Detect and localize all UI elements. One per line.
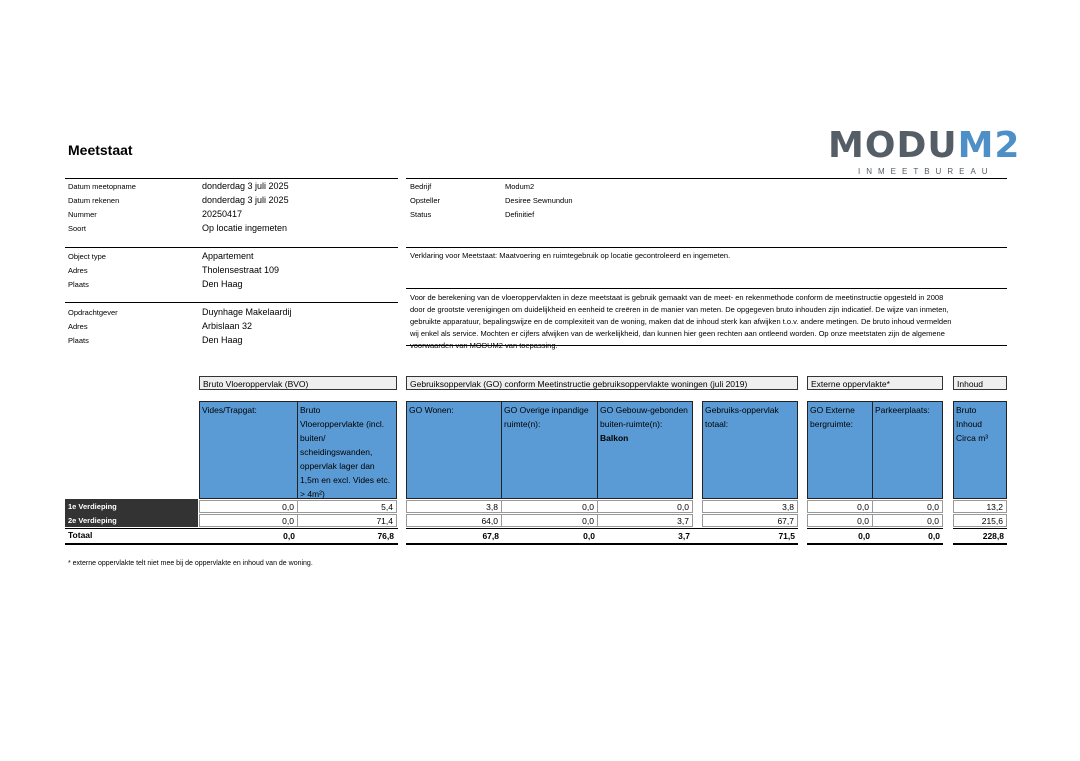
column-header-parkeerplaats: Parkeerplaats: <box>872 401 943 499</box>
total-cell: 67,8 <box>482 531 499 541</box>
table-cell: 0,0 <box>872 514 943 527</box>
client-label: Opdrachtgever <box>68 308 118 317</box>
total-underline <box>953 543 1007 545</box>
meta-label: Soort <box>68 224 86 233</box>
meta-value: donderdag 3 juli 2025 <box>202 195 289 205</box>
total-cell: 3,7 <box>678 531 690 541</box>
meta-value: Modum2 <box>505 182 535 191</box>
client-label: Plaats <box>68 336 89 345</box>
meta-value: donderdag 3 juli 2025 <box>202 181 289 191</box>
meta-label: Status <box>410 210 432 219</box>
table-cell: 0,0 <box>807 500 873 513</box>
table-cell: 67,7 <box>702 514 798 527</box>
divider <box>65 178 398 179</box>
company-logo <box>828 125 1021 178</box>
table-cell: 5,4 <box>297 500 397 513</box>
client-value: Den Haag <box>202 335 243 345</box>
client-value: Arbislaan 32 <box>202 321 253 331</box>
row-label: 1e Verdieping <box>65 500 198 513</box>
divider <box>65 302 398 303</box>
table-cell: 3,7 <box>597 514 693 527</box>
object-value: Den Haag <box>202 279 243 289</box>
logo-subtitle: INMEETBUREAU <box>858 167 994 176</box>
logo-wordmark: MODUM2 <box>828 125 1021 166</box>
table-cell: 0,0 <box>872 500 943 513</box>
total-underline <box>406 543 798 545</box>
divider <box>406 288 1007 289</box>
table-cell: 0,0 <box>501 514 598 527</box>
meta-value: Definitief <box>505 210 535 219</box>
column-header-vides: Vides/Trapgat: <box>199 401 298 499</box>
object-label: Object type <box>68 252 106 261</box>
disclaimer-paragraph <box>410 291 1010 350</box>
object-label: Adres <box>68 266 88 275</box>
table-cell: 0,0 <box>597 500 693 513</box>
group-header-inhoud: Inhoud <box>953 376 1007 390</box>
client-value: Duynhage Makelaardij <box>202 307 292 317</box>
table-cell: 3,8 <box>702 500 798 513</box>
group-header-external: Externe oppervlakte* <box>807 376 943 390</box>
footnote: * externe oppervlakte telt niet mee bij de oppervlakte en inhoud van de woning. <box>68 560 313 567</box>
paragraph-line: voorwaarden van MODUM2 van toepassing. <box>410 341 558 350</box>
meta-value: 20250417 <box>202 209 243 219</box>
table-cell: 0,0 <box>199 500 298 513</box>
meta-label: Bedrijf <box>410 182 432 191</box>
table-cell: 0,0 <box>199 514 298 527</box>
total-cell: 0,0 <box>283 531 295 541</box>
meta-label: Datum rekenen <box>68 196 120 205</box>
total-underline <box>807 543 943 545</box>
paragraph-line: gebruikte apparatuur, bepalingswijze en de complexiteit van de woning, maken dat de inhoud sterk kan afwijken t.o.v. andere metingen. De bruto inhoud vermelden <box>410 317 952 326</box>
total-cell: 0,0 <box>858 531 870 541</box>
object-value: Tholensestraat 109 <box>202 265 280 275</box>
column-header-bruto-vloeroppervlakte: Bruto Vloeroppervlakte (incl. buiten/ scheidingswanden, oppervlak lager dan 1,5m en excl. Vides etc. > 4m²) <box>297 401 397 499</box>
divider <box>406 247 1007 248</box>
page-title: Meetstaat <box>68 142 133 158</box>
object-value: Appartement <box>202 251 254 261</box>
column-header-go-wonen: GO Wonen: <box>406 401 502 499</box>
paragraph-line: Voor de berekening van de vloeroppervlakten in deze meetstaat is gebruik gemaakt van de meet- en rekenmethode conform de meetinstructie opgesteld in 2008 <box>410 293 944 302</box>
row-label: 2e Verdieping <box>65 514 198 527</box>
table-cell: 215,6 <box>953 514 1007 527</box>
total-label: Totaal <box>68 530 93 540</box>
total-cell: 228,8 <box>982 531 1004 541</box>
client-label: Adres <box>68 322 88 331</box>
table-cell: 0,0 <box>501 500 598 513</box>
column-header-go-gebouw: GO Gebouw-gebonden buiten-ruimte(n): Balkon <box>597 401 693 499</box>
declaration-text: Verklaring voor Meetstaat: Maatvoering en ruimtegebruik op locatie gecontroleerd en ingemeten. <box>410 251 731 260</box>
table-cell: 0,0 <box>807 514 873 527</box>
meta-label: Opsteller <box>410 196 441 205</box>
meta-label: Nummer <box>68 210 97 219</box>
column-header-go-overige: GO Overige inpandige ruimte(n): <box>501 401 598 499</box>
total-cell: 76,8 <box>377 531 394 541</box>
total-cell: 0,0 <box>583 531 595 541</box>
meta-label: Datum meetopname <box>68 182 136 191</box>
group-header-go: Gebruiksoppervlak (GO) conform Meetinstructie gebruiksoppervlakte woningen (juli 2019) <box>406 376 798 390</box>
meta-value: Op locatie ingemeten <box>202 223 288 233</box>
table-cell: 13,2 <box>953 500 1007 513</box>
divider <box>65 247 398 248</box>
table-cell: 3,8 <box>406 500 502 513</box>
column-header-gebruiks-totaal: Gebruiks-oppervlak totaal: <box>702 401 798 499</box>
paragraph-line: door de grootste verenigingen om duidelijkheid en eenheid te creëren in de manier van meten. De opgegeven bruto inhouden zijn indicatief. De wijze van inmeten, <box>410 305 949 314</box>
meta-value: Desiree Sewnundun <box>505 196 573 205</box>
table-cell: 71,4 <box>297 514 397 527</box>
divider <box>406 178 1007 179</box>
group-header-bvo: Bruto Vloeroppervlak (BVO) <box>199 376 397 390</box>
column-header-go-externe: GO Externe bergruimte: <box>807 401 873 499</box>
object-label: Plaats <box>68 280 89 289</box>
total-underline <box>65 543 398 545</box>
table-cell: 64,0 <box>406 514 502 527</box>
paragraph-line: wij enkel als service. Mochten er cijfers afwijken van de werkelijkheid, dan kunnen hier geen rechten aan ontleend worden. Op onze meetstaten zijn de algemene <box>410 329 945 338</box>
column-header-inhoud: Bruto Inhoud Circa m³ <box>953 401 1007 499</box>
total-cell: 71,5 <box>778 531 795 541</box>
total-cell: 0,0 <box>928 531 940 541</box>
